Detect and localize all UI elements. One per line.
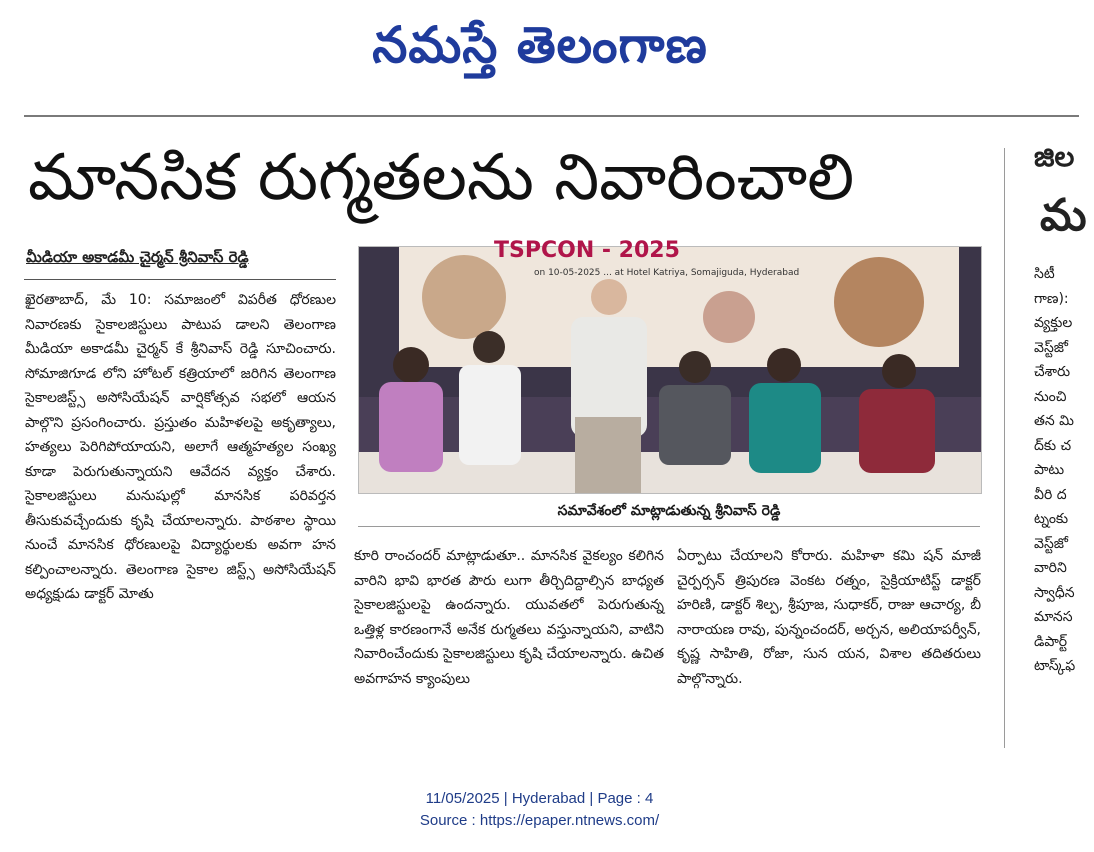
banner-title: TSPCON - 2025 — [494, 238, 680, 263]
side-story-line: స్వాధీన — [1034, 584, 1075, 601]
article-column-2 — [354, 544, 664, 744]
page-footer — [0, 788, 1079, 832]
article-column-1 — [25, 288, 336, 748]
masthead-divider — [24, 115, 1079, 117]
side-story-line: వీరి ద — [1034, 486, 1067, 503]
side-story-line: వారిని — [1034, 560, 1067, 576]
side-story-line: ద్‌కు చ — [1034, 437, 1072, 454]
side-story-line: మానస — [1034, 609, 1073, 625]
side-story-line: నుంచి — [1034, 388, 1067, 405]
article-photo — [358, 238, 982, 494]
newspaper-logo: నమస్తే తెలంగాణ — [372, 16, 708, 74]
footer-source-line[interactable]: Source : https://epaper.ntnews.com/ — [419, 812, 660, 829]
column-divider — [1004, 148, 1005, 748]
photo-caption: సమావేశంలో మాట్లాడుతున్న శ్రీనివాస్ రెడ్డి — [358, 496, 980, 527]
side-story-line: టాస్క్‌ఫ — [1034, 658, 1076, 674]
side-story-line: గాణ): — [1034, 290, 1069, 307]
article-paragraph: ఏర్పాటు చేయాలని కోరారు. మహిళా కమి షన్ మాజీ చైర్పర్సన్ త్రిపురణ వెంకట రత్నం, సైక్రియాటిస్ట్ డాక్టర్ హరిణి, డాక్టర్ శిల్ప, శ్రీపూజ, సుధాకర్, రాజు ఆచార్య, బీ నారాయణ రావు, పున్నంచందర్, అర్చన, అలియాపర్వీన్, కృష్ణ సాహితి, రోజా, సున యన, విశాల తదితరులు పాల్గొన్నారు. — [677, 548, 981, 687]
article-headline: మానసిక రుగ్మతలను నివారించాలి — [28, 141, 855, 215]
byline-divider — [24, 279, 336, 280]
side-story-headline-2: మ — [1040, 190, 1087, 241]
masthead — [0, 0, 1079, 100]
side-story-line: ట్నంకు — [1034, 511, 1069, 527]
event-photo-illustration — [359, 238, 981, 493]
side-story-column — [1034, 262, 1094, 752]
side-story-line: చేశారు — [1034, 364, 1071, 380]
article-paragraph: కూరి రాంచందర్ మాట్లాడుతూ.. మానసిక వైకల్యం కలిగిన వారిని భావి భారత పౌరు లుగా తీర్చిదిద్దాల్సిన బాధ్యత సైకాలజిస్టులపై ఉందన్నారు. యువతలో పెరుగుతున్న ఒత్తిళ్ల కారణంగానే అనేక రుగ్మతలు వస్తున్నాయని, వాటిని నివారించేందుకు సైకాలజిస్టులు కృషి చేయాలన్నారు. ఉచిత అవగాహన క్యాంపులు — [354, 548, 664, 687]
article-byline: మీడియా అకాడమీ చైర్మన్ శ్రీనివాస్ రెడ్డి — [26, 248, 249, 266]
side-story-line: పాటు — [1034, 462, 1065, 478]
article-column-3 — [677, 544, 981, 744]
side-story-line: వెస్ట్‌జో — [1034, 339, 1069, 356]
side-story-line: సిటీ — [1034, 266, 1055, 282]
banner-subtitle: on 10-05-2025 ... at Hotel Katriya, Somajiguda, Hyderabad — [534, 268, 800, 278]
side-story-line: వ్యక్తుల — [1034, 315, 1073, 331]
footer-date-line: 11/05/2025 | Hyderabad | Page : 4 — [425, 790, 654, 807]
side-story-line: తన మి — [1034, 413, 1074, 429]
side-story-line: వెస్ట్‌జో — [1034, 535, 1069, 552]
side-story-headline-1: జిల — [1034, 140, 1075, 173]
article-paragraph: ఖైరతాబాద్, మే 10: సమాజంలో విపరీత ధోరణుల నివారణకు సైకాలజిస్టులు పాటుప డాలని తెలంగాణ మీడియా అకాడమీ చైర్మన్ కే శ్రీనివాస్ రెడ్డి సూచించారు. సోమాజిగూడ లోని హోటల్ కత్రియాలో జరిగిన తెలంగాణ సైకాలజిస్ట్స్ అసోసియేషన్ వార్షికోత్సవ సభలో ఆయన పాల్గొని ప్రసంగించారు. ప్రస్తుతం మహిళలపై అకృత్యాలు, హత్యలు పెరిగిపోయాయని, అలాగే ఆత్మహత్యల సంఖ్య కూడా పెరుగుతున్నాయని ఆవేదన వ్యక్తం చేశారు. సైకాలజిస్టులు మనుషుల్లో మానసిక పరివర్తన తీసుకువచ్చేందుకు కృషి చేయాలన్నారు. పాఠశాల స్థాయి నుంచే మానసిక ధోరణులపై విద్యార్థులకు అవగా హన కల్పించాలన్నారు. తెలంగాణ సైకాల జిస్ట్స్ అసోసియేషన్ అధ్యక్షుడు డాక్టర్ మోతు — [25, 292, 336, 602]
side-story-line: డిపార్ట్ — [1034, 633, 1068, 650]
